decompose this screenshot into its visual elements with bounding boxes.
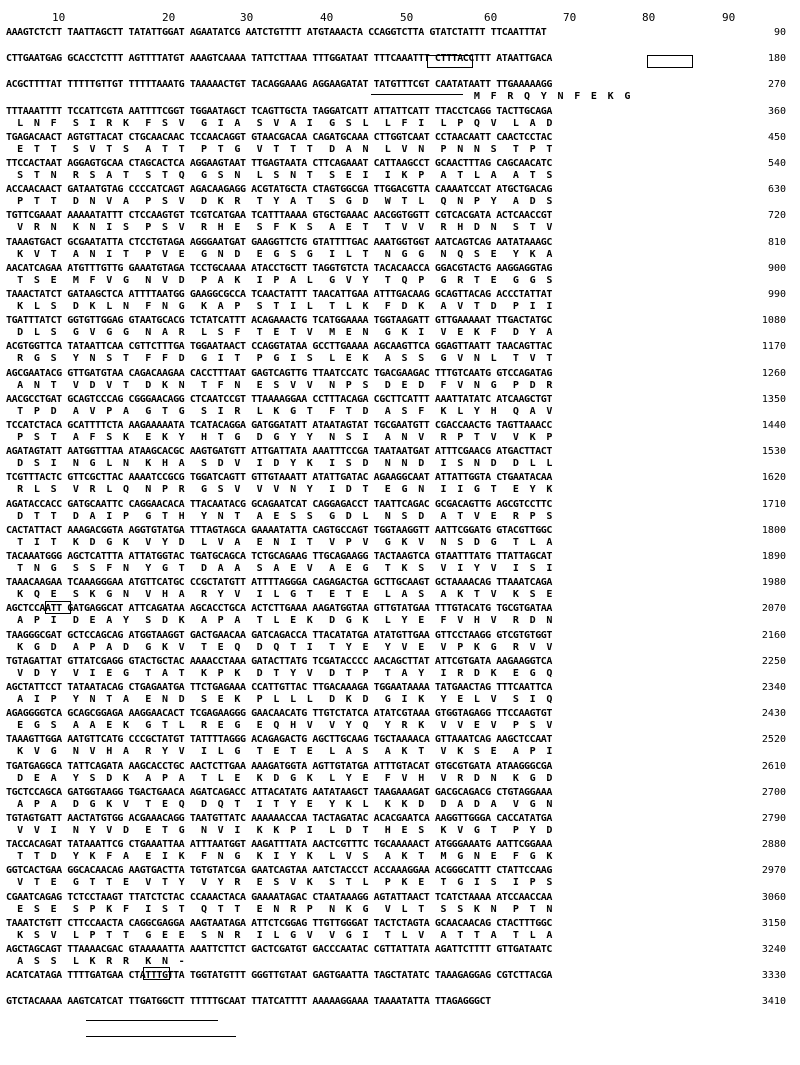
- sequence-row: [0, 760, 800, 784]
- position-ruler: [0, 11, 800, 25]
- position-number: 2790: [761, 813, 786, 824]
- sequence-row: [0, 944, 800, 967]
- dna-sequence: TAAGGGCGAT GCTCCAGCAG ATGGTAAGGT GACTGAACAA GATCAGACCA TTACATATGA ATATGTTGAA GTTCCTAAGG GTCGTGTGGT: [6, 629, 552, 641]
- position-number: 1890: [761, 551, 786, 562]
- dna-sequence: AGAGGGGTCA GCAGCGGAGA AAGGAACACT TCGAGAAGGG GAACAACATG TTGTCTATCA ATATCGTAAA GTGGTAGAGG TTCCAAGTGT: [6, 708, 552, 720]
- dna-sequence: TGATTTATCT GGTGTTGGAG GTAATGCACG TCTATCATTT ACAGAAACTG TCATGGAAAA TGGTAAGATT GTTGAAAAAT TTGACTATGC: [6, 315, 552, 327]
- protein-translation: K G D A P A D G K V T E Q D Q T I T Y E Y V E V P K G R V V: [6, 641, 552, 653]
- protein-translation: D T T D A I P G T H Y N T A E S S G D L N S D A T V E R P S: [6, 510, 552, 522]
- dna-sequence: AAAGTCTCTT TAATTAGCTT TATATTGGAT AGAATATCG AATCTGTTTT ATGTAAACTA CCAGGTCTTA GTATCTATTT TTCAATTTAT: [6, 27, 547, 38]
- position-number: 1080: [761, 315, 786, 327]
- protein-translation: D L S G V G G N A R L S F T E T V M E N G K I V E K F D Y A: [6, 327, 552, 339]
- position-number: 2970: [761, 865, 786, 877]
- position-number: 540: [767, 158, 786, 169]
- protein-translation: R G S Y N S T F F D G I T P G I S L E K A S S G V N L T V T: [6, 353, 552, 365]
- sequence-row: [0, 839, 800, 863]
- position-number: 1710: [761, 498, 786, 510]
- protein-translation: E G S A A E K G T L R E G E Q H V V Y Q Y R K V V E V P S V: [6, 720, 552, 732]
- position-number: 1620: [761, 472, 786, 484]
- protein-translation: M F R Q Y N F E K G: [6, 91, 630, 103]
- position-number: 2340: [761, 682, 786, 693]
- position-number: 810: [767, 236, 786, 248]
- protein-translation: K V G N V H A R Y V I L G T E T E L A S A K T V K S E A P I: [6, 746, 552, 758]
- boxed-motif-ttggat: [427, 55, 473, 68]
- position-number: 1170: [761, 341, 786, 353]
- sequence-row: [0, 734, 800, 758]
- ruler-tick: 50: [400, 11, 414, 24]
- protein-translation: D S I N G L N K H A S D V I D Y K I S D N N D I S N D D L L: [6, 458, 552, 470]
- protein-translation: K L S D K L N F N G K A P S T I L T L K F D K A V T D P I I: [6, 301, 552, 312]
- protein-translation: V R N K N I S P S V R H E S F K S A E T T V V R H D N S T V: [6, 222, 552, 234]
- dna-sequence: TAAACTATCT GATAAGCTCA ATTTTAATGG GAAGGCGCCA TCAACTATTT TAACATTGAA ATTTGACAAG GCAGTTACAG ACCCTATTAT: [6, 289, 552, 300]
- sequence-row: [0, 629, 800, 653]
- ruler-tick: 40: [320, 11, 334, 24]
- position-number: 2430: [761, 708, 786, 720]
- position-number: 3150: [761, 917, 786, 929]
- dna-sequence: CACTATTACT AAAGACGGTA AGGTGTATGA TTTAGTAGCA GAAAATATTA CAGTGCCAGT TGGTAAGGTT AATTCGGATG GTACGTTGGC: [6, 524, 552, 536]
- protein-translation: E T T S V T S A T T P T G V T T T D A N L V N P N N S T P T: [6, 143, 552, 155]
- protein-translation: V T E G T T E V T Y V Y R E S V K S T L P K E T G I S I P S: [6, 877, 552, 889]
- position-number: 270: [767, 79, 786, 91]
- position-number: 1350: [761, 393, 786, 405]
- protein-translation: P S T A F S K E K Y H T G D G Y Y N S I A N V R P T V V K P: [6, 432, 552, 443]
- sequence-row: [0, 970, 800, 988]
- dna-sequence: AGCGAATACG GTTGATGTAA CAGACAAGAA CACCTTTAAT GAGTCAGTTG TTAATCCATC TGACGAAGAC TTTGTCAATG GTCCAGATAG: [6, 367, 552, 379]
- underline-agg: [371, 93, 463, 95]
- protein-translation: K Q E S K G N V H A R Y V I L G T E T E L A S A K T V K S E: [6, 589, 552, 601]
- ruler-tick: 60: [484, 11, 498, 24]
- position-number: 450: [767, 131, 786, 143]
- sequence-row: [0, 891, 800, 915]
- protein-translation: T T D Y K F A E I K F N G K I Y K L V S A K T M G N E F G K: [6, 851, 552, 863]
- dna-sequence: ACATCATAGA TTTTGATGAA CTATTTGTTA TGGTATGTTT GGGTTGTAAT GAGTGAATTA TAGCTATATC TAAAGAGGAG CGTCTTACGA: [6, 970, 552, 982]
- protein-translation: A P I D E A Y S D K A P A T L E K D G K L Y E F V H V R D N: [6, 615, 552, 627]
- dna-sequence: TGTAGATTAT GTTATCGAGG GTACTGCTAC AAAACCTAAA GATACTTATG TCGATACCCC AACAGCTTAT ATTCGTGATA AAGAAGGTCA: [6, 655, 552, 667]
- position-number: 900: [767, 262, 786, 274]
- protein-translation: S T N R S A T S T Q G S N L S N T S E I I K P A T L A A T S: [6, 170, 552, 181]
- ruler-tick: 20: [162, 11, 176, 24]
- dna-sequence: AACGCCTGAT GCAGTCCCAG CGGGAACAGG CTCAATCCGT TTAAAAGGAA CCTTTACAGA CGCTTCATTT AAATTATATC ATCAAGCTGT: [6, 393, 552, 405]
- protein-translation: T P D A V P A G T G S I R L K G T F T D A S F K L Y H Q A V: [6, 405, 552, 417]
- protein-translation: L N F S I R K F S V G I A S V A I G S L L F I L P Q V L A D: [6, 117, 552, 129]
- dna-sequence: TGATGAGGCA TATTCAGATA AAGCACCTGC AACTCTTGAA AAAGATGGTA AGTTGTATGA ATTTGTACAT GTGCGTGATA ATAAGGGCGA: [6, 760, 552, 772]
- sequence-row: [0, 708, 800, 732]
- dna-sequence: AGCTCCAATT GATGAGGCAT ATTCAGATAA AGCACCTGCA ACTCTTGAAA AAGATGGTAA GTTGTATGAA TTTGTACATG TGCGTGATAA: [6, 603, 552, 615]
- ruler-tick: 30: [240, 11, 254, 24]
- position-number: 2700: [761, 786, 786, 798]
- dna-sequence: TTCCACTAAT AGGAGTGCAA CTAGCACTCA AGGAAGTAAT TTGAGTAATA CTTCAGAAAT CATTAAGCCT GCAACTTTAG CAGCAACATC: [6, 158, 552, 169]
- position-number: 2520: [761, 734, 786, 746]
- dna-sequence: TCCATCTACA GCATTTTCTA AAGAAAAATA TCATACAGGA GATGGATATT ATAATAGTAT TGCGAATGTT CGACCAACTG TAGTTAAACC: [6, 420, 552, 431]
- ruler-tick: 90: [722, 11, 736, 24]
- position-number: 2880: [761, 839, 786, 851]
- sequence-row: [0, 420, 800, 443]
- position-number: 990: [767, 289, 786, 300]
- position-number: 630: [767, 184, 786, 196]
- ruler-tick: 80: [642, 11, 656, 24]
- dna-sequence: TACAAATGGG AGCTCATTTA ATTATGGTAC TGATGCAGCA TCTGCAGAAG TTGCAGAAGG TACTAAGTCA GTAATTTATG TTATTAGCAT: [6, 551, 552, 562]
- position-number: 3240: [761, 944, 786, 955]
- position-number: 720: [767, 210, 786, 222]
- sequence-row: [0, 315, 800, 339]
- position-number: 1530: [761, 446, 786, 458]
- sequence-row: [0, 27, 800, 45]
- protein-translation: A N T V D V T D K N T F N E S V V N P S D E D F V N G P D R: [6, 379, 552, 391]
- sequence-row: [0, 917, 800, 941]
- dna-sequence: TGCTCCAGCA GATGGTAAGG TGACTGAACA AGATCAGACC ATTACATATG AATATAAGCT TAAGAAAGAT GACGCAGACG CTGTAGGAAA: [6, 786, 552, 798]
- position-number: 180: [767, 53, 786, 65]
- dna-sequence: AGATACCACC GATGCAATTC CAGGAACACA TTACAATACG GCAGAATCAT CAGGAGACCT TAATTCAGAC GCGACAGTTG AGCGTCCTTC: [6, 498, 552, 510]
- sequence-row: [0, 158, 800, 181]
- dna-sequence: TGTAGTGATT AACTATGTGG ACGAAACAGG TAATGTTATC AAAAAACCAA TACTAGATAC ACACGAATCA AAGGTTGGGA CACCATATGA: [6, 813, 552, 824]
- position-number: 3330: [761, 970, 786, 982]
- protein-translation: E S E S P K F I S T Q T T E N R P N K G V L T S S K N P T N: [6, 903, 552, 915]
- protein-translation: P T T D N V A P S V D K R T Y A T S G D W T L Q N P Y A D S: [6, 196, 552, 208]
- sequence-row: [0, 813, 800, 836]
- sequence-row: [0, 786, 800, 810]
- dna-sequence: TGTTCGAAAT AAAAATATTT CTCCAAGTGT TCGTCATGAA TCATTTAAAA GTGCTGAAAC AACGGTGGTT CGTCACGATA ACTCAACCGT: [6, 210, 552, 222]
- position-number: 90: [773, 27, 786, 38]
- protein-translation: V V I N Y V D E T G N V I K K P I L D T H E S K V G T P Y D: [6, 825, 552, 836]
- sequence-row: [0, 996, 800, 1014]
- dna-sequence: CGAATCAGAG TCTCCTAAGT TTATCTCTAC CCAAACTACA GAAAATAGAC CTAATAAAGG AGTATTAACT TCATCTAAAA ATCCAACCAA: [6, 891, 552, 903]
- protein-translation: V D Y V I E G T A T K P K D T Y V D T P T A Y I R D K E G Q: [6, 667, 552, 679]
- dna-sequence: TGAGACAACT AGTGTTACAT CTGCAACAAC TCCAACAGGT GTAACGACAA CAGATGCAAA CTTGGTCAAT CCTAACAATT CAACTCCTAC: [6, 131, 552, 143]
- sequence-row: [0, 236, 800, 260]
- sequence-row: [0, 262, 800, 286]
- sequence-row: [0, 393, 800, 417]
- sequence-row: [0, 131, 800, 155]
- sequence-row: [0, 446, 800, 470]
- sequence-row: [0, 210, 800, 234]
- protein-translation: T N G S S F N Y G T D A A S A E V A E G T K S V I Y V I S I: [6, 563, 552, 574]
- underline-terminator-1: [86, 1019, 218, 1021]
- protein-translation: A I P Y N T A E N D S E K P L L L D K D G I K Y E L V S I Q: [6, 694, 552, 705]
- boxed-motif-gga-1: [143, 967, 170, 980]
- position-number: 1800: [761, 524, 786, 536]
- protein-translation: A S S L K R R K N -: [6, 956, 185, 967]
- protein-translation: K S V L P T T G E E S N R I L G V V G I T L V A T T A T L A: [6, 929, 552, 941]
- dna-sequence: AGCTAGCAGT TTAAAACGAC GTAAAAATTA AAATTCTTCT GACTCGATGT GACCCAATAC CGTTATTATA AGATTCTTTT GTTGATAATC: [6, 944, 552, 955]
- protein-translation: D E A Y S D K A P A T L E K D G K L Y E F V H V R D N K G D: [6, 772, 552, 784]
- dna-sequence: AGATAGTATT AATGGTTTAA ATAAGCACGC AAGTGATGTT ATTGATTATA AAATTTCCGA TAATAATGAT ATTTCGAACG ATGACTTACT: [6, 446, 552, 458]
- sequence-row: [0, 289, 800, 312]
- position-number: 1260: [761, 367, 786, 379]
- sequence-row: [0, 472, 800, 496]
- sequence-row: [0, 341, 800, 365]
- position-number: 1980: [761, 577, 786, 589]
- sequence-row: [0, 865, 800, 889]
- position-number: 2070: [761, 603, 786, 615]
- ruler-tick: 70: [563, 11, 577, 24]
- dna-sequence: TAAACAAGAA TCAAAGGGAA ATGTTCATGC CCGCTATGTT ATTTTAGGGA CAGAGACTGA GCTTGCAAGT GCTAAAACAG TTAAATCAGA: [6, 577, 552, 589]
- protein-translation: R L S V R L Q N P R G S V V V N Y I D T E G N I I G T E Y K: [6, 484, 552, 496]
- dna-sequence: ACCAACAACT GATAATGTAG CCCCATCAGT AGACAAGAGG ACGTATGCTA CTAGTGGCGA TTGGACGTTA CAAAATCCAT ATGCTGACAG: [6, 184, 552, 196]
- dna-sequence: TAAAGTTGGA AATGTTCATG CCCGCTATGT TATTTTAGGG ACAGAGACTG AGCTTGCAAG TGCTAAAACA GTTAAATCAG AAGCTCCAAT: [6, 734, 552, 746]
- sequence-row: [0, 184, 800, 208]
- dna-sequence: ACGCTTTTAT TTTTTGTTGT TTTTTAAATG TAAAAACTGT TACAGGAAAG AGGAAGATAT TATGTTTCGT CAATATAATT TTGAAAAAGG: [6, 79, 552, 91]
- position-number: 2160: [761, 629, 786, 641]
- sequence-row: [0, 603, 800, 627]
- dna-sequence: TTTAAATTTT TCCATTCGTA AATTTTCGGT TGGAATAGCT TCAGTTGCTA TAGGATCATT ATTATTCATT TTACCTCAGG TACTTGCAGA: [6, 105, 552, 117]
- position-number: 1440: [761, 420, 786, 431]
- position-number: 3060: [761, 891, 786, 903]
- dna-sequence: ACGTGGTTCA TATAATTCAA CGTTCTTTGA TGGAATAACT CCAGGTATAA GCCTTGAAAA AGCAAGTTCA GGAGTTAATT TAACAGTTAC: [6, 341, 552, 353]
- dna-sequence: TACCACAGAT TATAAATTCG CTGAAATTAA ATTTAATGGT AAGATTTATA AACTCGTTTC TGCAAAAACT ATGGGAAATG AATTCGGAAA: [6, 839, 552, 851]
- sequence-row: [0, 367, 800, 391]
- sequence-row: [0, 682, 800, 705]
- dna-sequence: AGCTATTCCT TATAATACAG CTGAGAATGA TTCTGAGAAA CCATTGTTAC TTGACAAAGA TGGAATAAAA TATGAACTAG TTTCAATTCA: [6, 682, 552, 693]
- protein-translation: A P A D G K V T E Q D Q T I T Y E Y K L K K D D A D A V G N: [6, 798, 552, 810]
- dna-sequence: TAAAGTGACT GCGAATATTA CTCCTGTAGA AGGGAATGAT GAAGGTTCTG GTATTTTGAC AAATGGTGGT AATCAGTCAG AATATAAAGC: [6, 236, 552, 248]
- protein-translation: T S E M F V G N V D P A K I P A L G V Y T Q P G R T E G G S: [6, 274, 552, 286]
- position-number: 3410: [761, 996, 786, 1008]
- position-number: 2250: [761, 655, 786, 667]
- underline-terminator-2: [86, 1035, 236, 1037]
- sequence-row: [0, 577, 800, 601]
- dna-sequence: CTTGAATGAG GCACCTCTTT AGTTTTATGT AAAGTCAAAA TATTCTTAAA TTTGGATAAT TTTCAAATTT CTTTACCTTT ATAATTGACA: [6, 53, 552, 65]
- sequence-row: [0, 551, 800, 574]
- dna-sequence: TAAATCTGTT CTTCCAACTA CAGGCGAGGA AAGTAATAGA ATTCTCGGAG TTGTTGGGAT TACTCTAGTA GCAACAACAG CTACTTTGGC: [6, 917, 552, 929]
- protein-translation: T I T K D G K V Y D L V A E N I T V P V G K V N S D G T L A: [6, 536, 552, 548]
- dna-sequence: GGTCACTGAA GGCACAACAG AAGTGACTTA TGTGTATCGA GAATCAGTAA AATCTACCCT ACCAAAGGAA ACGGGCATTT CTATTCCAAG: [6, 865, 552, 877]
- sequence-row: [0, 498, 800, 522]
- position-number: 2610: [761, 760, 786, 772]
- sequence-row: [0, 105, 800, 129]
- dna-sequence: GTCTACAAAA AAGTCATCAT TTGATGGCTT TTTTTGCAAT TTATCATTTT AAAAAGGAAA TAAAATATTA TTAGAGGGCT: [6, 996, 491, 1008]
- sequence-row: [0, 524, 800, 548]
- dna-sequence: TCGTTTACTC GTTCGCTTAC AAAATCCGCG TGGATCAGTT GTTGTAAATT ATATTGATAC AGAAGGCAAT ATTATTGGTA CTGAATACAA: [6, 472, 552, 484]
- position-number: 360: [767, 105, 786, 117]
- dna-sequence: AACATCAGAA ATGTTTGTTG GAAATGTAGA TCCTGCAAAA ATACCTGCTT TAGGTGTCTA TACACAACCA GGACGTACTG AAGGAGGTAG: [6, 262, 552, 274]
- protein-translation: K V T A N I T P V E G N D E G S G I L T N G G N Q S E Y K A: [6, 248, 552, 260]
- sequence-row: [0, 655, 800, 679]
- boxed-motif-ataat: [647, 55, 693, 68]
- ruler-tick: 10: [52, 11, 66, 24]
- boxed-motif-gga-3: [45, 601, 71, 614]
